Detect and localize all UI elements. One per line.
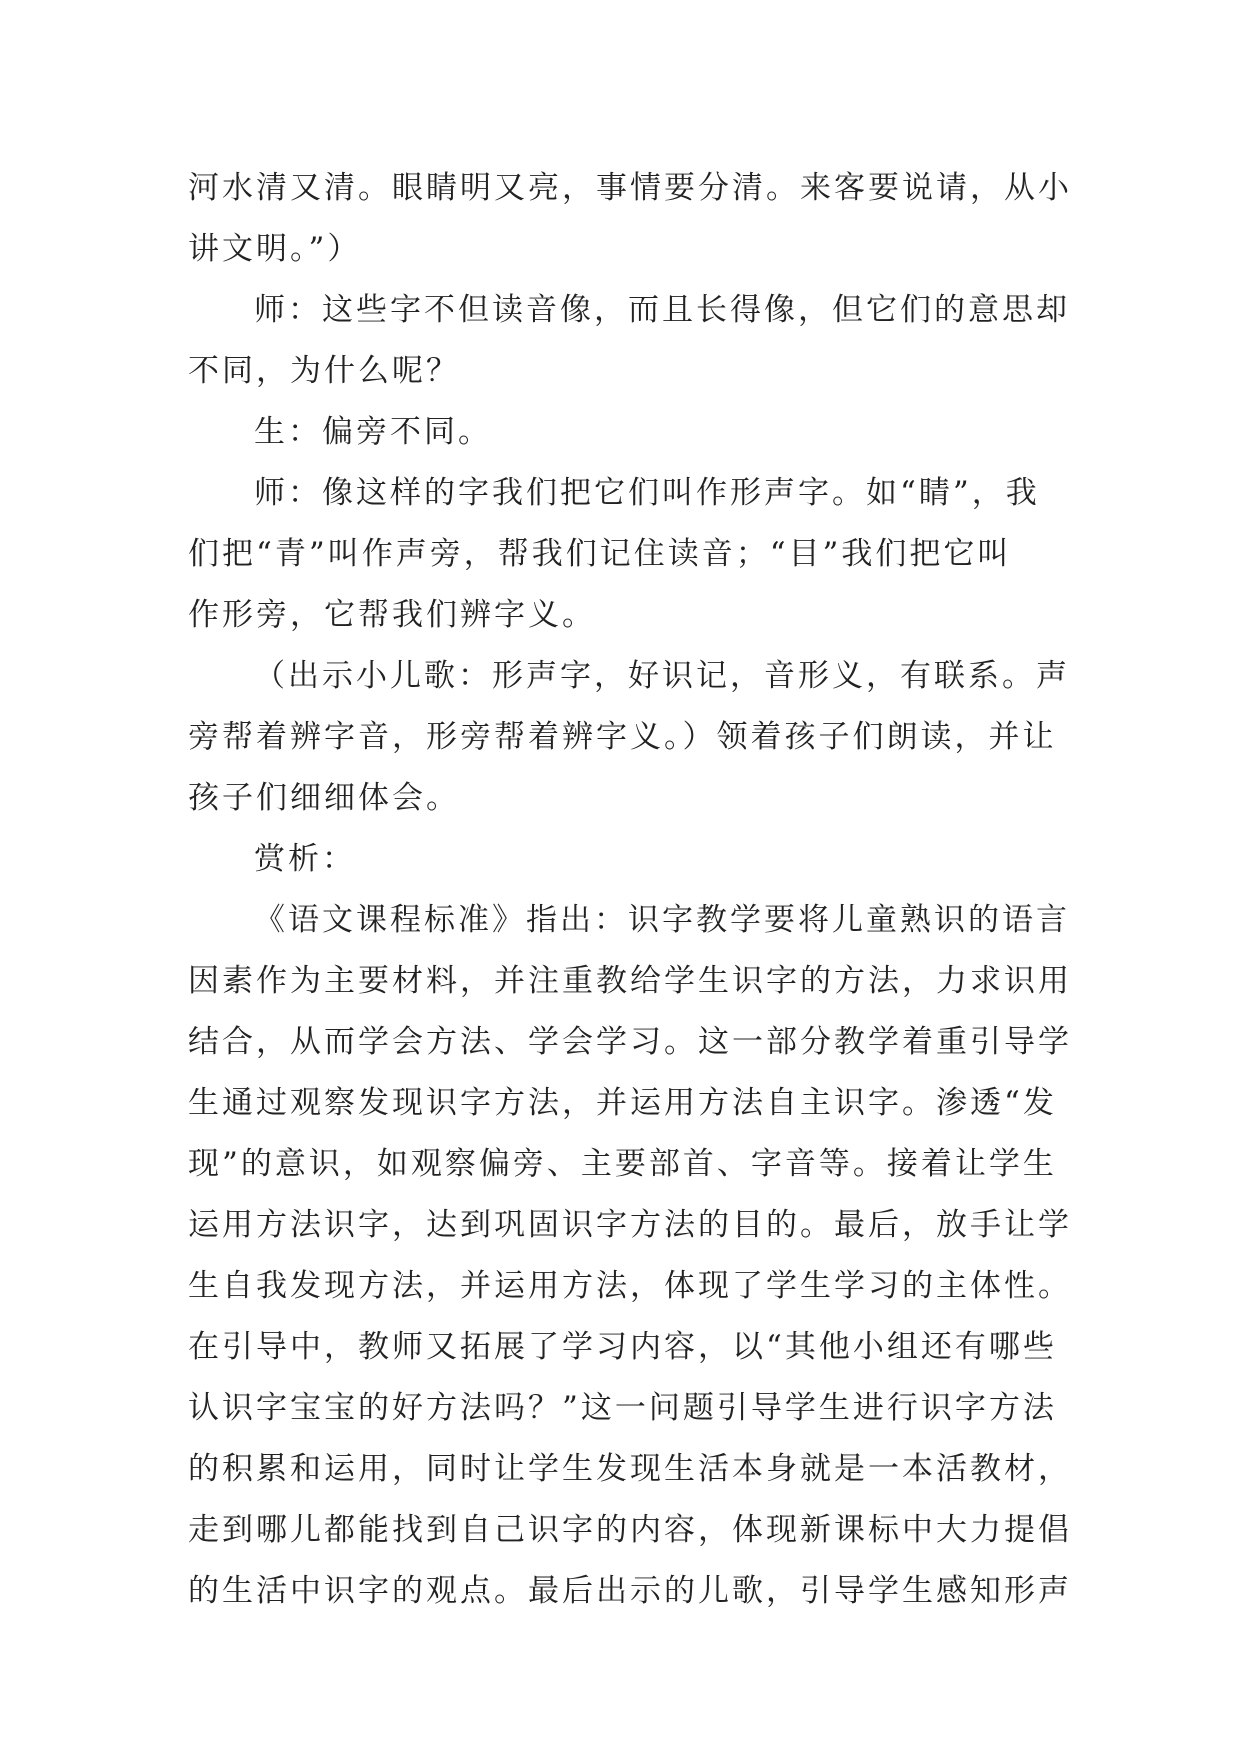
text-line: 因素作为主要材料，并注重教给学生识字的方法，力求识用 xyxy=(188,963,1072,999)
text-line: 在引导中，教师又拓展了学习内容，以“其他小组还有哪些 xyxy=(188,1329,1057,1365)
text-line: 不同，为什么呢？ xyxy=(188,353,460,389)
text-line: 结合，从而学会方法、学会学习。这一部分教学着重引导学 xyxy=(188,1024,1072,1060)
text-line: 旁帮着辨字音，形旁帮着辨字义。）领着孩子们朗读，并让 xyxy=(188,719,1057,755)
text-line: 生自我发现方法，并运用方法，体现了学生学习的主体性。 xyxy=(188,1268,1072,1304)
text-line: （出示小儿歌：形声字，好识记，音形义，有联系。声 xyxy=(254,658,1070,694)
text-line: 的生活中识字的观点。最后出示的儿歌，引导学生感知形声 xyxy=(188,1573,1072,1609)
text-line: 孩子们细细体会。 xyxy=(188,780,460,816)
text-line: 河水清又清。眼睛明又亮，事情要分清。来客要说请，从小 xyxy=(188,170,1072,206)
text-line: 生通过观察发现识字方法，并运用方法自主识字。渗透“发 xyxy=(188,1085,1057,1121)
text-line: 们把“青”叫作声旁，帮我们记住读音；“目”我们把它叫 xyxy=(188,536,1012,572)
text-line: 生：偏旁不同。 xyxy=(254,414,492,450)
text-line: 《语文课程标准》指出：识字教学要将儿童熟识的语言 xyxy=(254,902,1070,938)
section-heading: 赏析： xyxy=(254,841,356,877)
text-line: 的积累和运用，同时让学生发现生活本身就是一本活教材， xyxy=(188,1451,1072,1487)
text-line: 认识字宝宝的好方法吗？”这一问题引导学生进行识字方法 xyxy=(188,1390,1057,1426)
text-line: 作形旁，它帮我们辨字义。 xyxy=(188,597,596,633)
text-line: 师：像这样的字我们把它们叫作形声字。如“睛”，我 xyxy=(254,475,1040,511)
text-line: 现”的意识，如观察偏旁、主要部首、字音等。接着让学生 xyxy=(188,1146,1057,1182)
text-line: 师：这些字不但读音像，而且长得像，但它们的意思却 xyxy=(254,292,1070,328)
text-line: 运用方法识字，达到巩固识字方法的目的。最后，放手让学 xyxy=(188,1207,1072,1243)
text-line: 走到哪儿都能找到自己识字的内容，体现新课标中大力提倡 xyxy=(188,1512,1072,1548)
text-line: 讲文明。”） xyxy=(188,231,362,267)
document-body xyxy=(188,158,1072,1622)
